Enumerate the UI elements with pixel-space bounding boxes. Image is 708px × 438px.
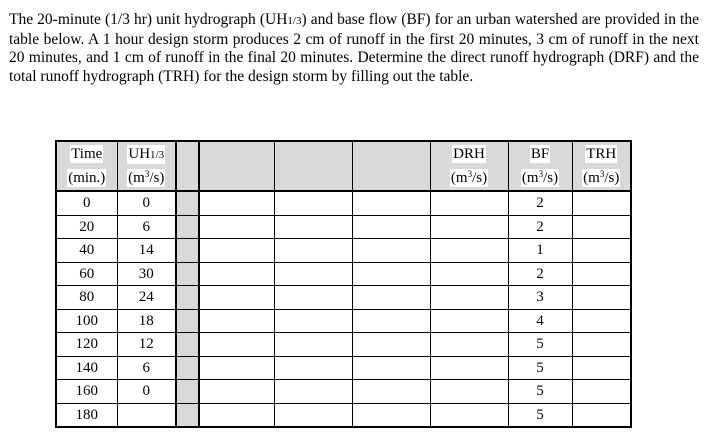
header-time-units-label: (min.) bbox=[68, 170, 106, 186]
cell-bf: 2 bbox=[508, 262, 572, 286]
cell-blank-3[interactable] bbox=[352, 380, 430, 404]
header-gap-column-units bbox=[176, 166, 199, 191]
cell-time: 20 bbox=[56, 215, 117, 239]
table-row bbox=[56, 286, 694, 310]
cell-blank-1[interactable] bbox=[199, 380, 274, 404]
header-time bbox=[56, 141, 117, 166]
cell-trh[interactable] bbox=[572, 403, 631, 427]
header-blank-units-3 bbox=[352, 166, 430, 191]
table-row bbox=[56, 262, 694, 286]
cell-blank-2[interactable] bbox=[274, 356, 352, 380]
table-row bbox=[56, 215, 694, 239]
header-blank-units-2 bbox=[274, 166, 352, 191]
cell-drh[interactable] bbox=[430, 309, 508, 333]
cell-blank-2[interactable] bbox=[274, 403, 352, 427]
header-drh-units bbox=[430, 166, 508, 191]
cell-gap bbox=[176, 403, 199, 427]
header-drh-label: DRH bbox=[453, 146, 485, 162]
uh-units-pre: (m bbox=[128, 170, 145, 186]
cell-trh[interactable] bbox=[572, 333, 631, 357]
cell-gap bbox=[176, 286, 199, 310]
hydrograph-table bbox=[55, 140, 695, 428]
cell-blank-2[interactable] bbox=[274, 215, 352, 239]
header-bf-label: BF bbox=[530, 146, 550, 162]
problem-statement bbox=[9, 11, 699, 86]
cell-drh[interactable] bbox=[430, 333, 508, 357]
cell-blank-3[interactable] bbox=[352, 403, 430, 427]
uh-units-sup: 3 bbox=[144, 169, 150, 179]
header-row-top bbox=[56, 141, 694, 166]
table-row bbox=[56, 239, 694, 263]
cell-time: 140 bbox=[56, 356, 117, 380]
cell-uh: 24 bbox=[117, 286, 176, 310]
cell-blank-1[interactable] bbox=[199, 286, 274, 310]
cell-uh: 6 bbox=[117, 215, 176, 239]
header-gap-column bbox=[176, 141, 199, 166]
cell-drh[interactable] bbox=[430, 403, 508, 427]
cell-uh: 18 bbox=[117, 309, 176, 333]
cell-bf: 5 bbox=[508, 356, 572, 380]
cell-uh: 6 bbox=[117, 356, 176, 380]
header-time-units bbox=[56, 166, 117, 191]
cell-time: 60 bbox=[56, 262, 117, 286]
cell-blank-2[interactable] bbox=[274, 380, 352, 404]
cell-trh[interactable] bbox=[572, 215, 631, 239]
cell-blank-3[interactable] bbox=[352, 262, 430, 286]
cell-bf: 3 bbox=[508, 286, 572, 310]
cell-trh[interactable] bbox=[572, 309, 631, 333]
cell-trh[interactable] bbox=[572, 286, 631, 310]
cell-gap bbox=[176, 356, 199, 380]
cell-gap bbox=[176, 215, 199, 239]
drh-units-post: /s) bbox=[472, 170, 488, 186]
cell-blank-1[interactable] bbox=[199, 403, 274, 427]
cell-blank-2[interactable] bbox=[274, 239, 352, 263]
table-row bbox=[56, 191, 694, 215]
header-trh-units-label bbox=[582, 169, 620, 187]
cell-time: 40 bbox=[56, 239, 117, 263]
trh-units-post: /s) bbox=[604, 170, 620, 186]
cell-bf: 2 bbox=[508, 191, 572, 215]
cell-blank-1[interactable] bbox=[199, 215, 274, 239]
table-row bbox=[56, 403, 694, 427]
drh-units-sup: 3 bbox=[467, 169, 473, 179]
cell-uh: 14 bbox=[117, 239, 176, 263]
cell-drh[interactable] bbox=[430, 380, 508, 404]
table-row bbox=[56, 356, 694, 380]
problem-text bbox=[9, 11, 699, 86]
cell-blank-1[interactable] bbox=[199, 239, 274, 263]
header-blank-2 bbox=[274, 141, 352, 166]
cell-gap bbox=[176, 191, 199, 215]
cell-blank-3[interactable] bbox=[352, 239, 430, 263]
cell-bf: 2 bbox=[508, 215, 572, 239]
cell-time: 120 bbox=[56, 333, 117, 357]
cell-blank-2[interactable] bbox=[274, 309, 352, 333]
header-uh bbox=[117, 141, 176, 166]
drh-units-pre: (m bbox=[450, 170, 468, 186]
cell-time: 180 bbox=[56, 403, 117, 427]
header-trh-units bbox=[572, 166, 631, 191]
cell-gap bbox=[176, 309, 199, 333]
uh-units-post: /s) bbox=[149, 170, 165, 186]
table-row bbox=[56, 309, 694, 333]
cell-uh: 0 bbox=[117, 380, 176, 404]
table-row bbox=[56, 380, 694, 404]
header-time-label: Time bbox=[71, 146, 103, 162]
trh-units-pre: (m bbox=[583, 170, 600, 186]
cell-trh[interactable] bbox=[572, 356, 631, 380]
cell-drh[interactable] bbox=[430, 191, 508, 215]
header-blank-3 bbox=[352, 141, 430, 166]
header-bf-units bbox=[508, 166, 572, 191]
bf-units-pre: (m bbox=[521, 170, 539, 186]
cell-blank-1[interactable] bbox=[199, 191, 274, 215]
header-trh bbox=[572, 141, 631, 166]
cell-drh[interactable] bbox=[430, 239, 508, 263]
header-blank-1 bbox=[199, 141, 274, 166]
cell-blank-2[interactable] bbox=[274, 286, 352, 310]
cell-gap bbox=[176, 333, 199, 357]
cell-bf: 1 bbox=[508, 239, 572, 263]
problem-text-part1: The 20-minute (1/3 hr) unit hydrograph (UH bbox=[9, 11, 288, 28]
bf-units-post: /s) bbox=[543, 170, 559, 186]
header-blank-units-1 bbox=[199, 166, 274, 191]
cell-uh bbox=[117, 403, 176, 427]
cell-uh: 0 bbox=[117, 191, 176, 215]
cell-bf: 5 bbox=[508, 403, 572, 427]
trh-units-sup: 3 bbox=[599, 169, 605, 179]
cell-bf: 4 bbox=[508, 309, 572, 333]
header-uh-text: UH bbox=[128, 146, 151, 162]
table-row bbox=[56, 333, 694, 357]
cell-uh: 12 bbox=[117, 333, 176, 357]
cell-blank-2[interactable] bbox=[274, 262, 352, 286]
header-uh-label bbox=[127, 145, 165, 164]
cell-uh: 30 bbox=[117, 262, 176, 286]
cell-time: 80 bbox=[56, 286, 117, 310]
cell-bf: 5 bbox=[508, 333, 572, 357]
cell-gap bbox=[176, 239, 199, 263]
cell-trh[interactable] bbox=[572, 262, 631, 286]
header-drh-units-label bbox=[450, 169, 488, 187]
cell-blank-2[interactable] bbox=[274, 333, 352, 357]
cell-blank-3[interactable] bbox=[352, 215, 430, 239]
cell-blank-3[interactable] bbox=[352, 309, 430, 333]
cell-drh[interactable] bbox=[430, 262, 508, 286]
cell-blank-2[interactable] bbox=[274, 191, 352, 215]
cell-time: 160 bbox=[56, 380, 117, 404]
header-uh-subscript: 1/3 bbox=[150, 149, 165, 161]
bf-units-sup: 3 bbox=[538, 169, 544, 179]
cell-blank-1[interactable] bbox=[199, 309, 274, 333]
cell-trh[interactable] bbox=[572, 191, 631, 215]
cell-time: 0 bbox=[56, 191, 117, 215]
header-drh bbox=[430, 141, 508, 166]
cell-blank-3[interactable] bbox=[352, 356, 430, 380]
cell-gap bbox=[176, 380, 199, 404]
cell-blank-3[interactable] bbox=[352, 286, 430, 310]
problem-text-subscript: 1/3 bbox=[287, 15, 302, 27]
problem-text-part2: ) and base flow (BF) for an urban watershed are provided in the table below. A 1 hour design storm produces 2 cm of runoff in the first 20 minutes, 3 cm of runoff in the next 20 minutes, and 1 cm of runoff in the final 20 minutes. Determine the direct runoff hydrograph (DRF) and the total runoff hydrograph (TRH) for the design storm by filling out the table. bbox=[9, 11, 699, 85]
cell-blank-1[interactable] bbox=[199, 356, 274, 380]
cell-drh[interactable] bbox=[430, 286, 508, 310]
header-uh-units bbox=[117, 166, 176, 191]
header-row-units bbox=[56, 166, 694, 191]
header-trh-label: TRH bbox=[586, 146, 617, 162]
header-bf bbox=[508, 141, 572, 166]
cell-trh[interactable] bbox=[572, 239, 631, 263]
cell-gap bbox=[176, 262, 199, 286]
header-bf-units-label bbox=[521, 169, 559, 187]
cell-blank-3[interactable] bbox=[352, 191, 430, 215]
cell-trh[interactable] bbox=[572, 380, 631, 404]
cell-blank-1[interactable] bbox=[199, 333, 274, 357]
cell-drh[interactable] bbox=[430, 356, 508, 380]
header-uh-units-label bbox=[127, 169, 165, 187]
cell-blank-3[interactable] bbox=[352, 333, 430, 357]
cell-time: 100 bbox=[56, 309, 117, 333]
cell-drh[interactable] bbox=[430, 215, 508, 239]
cell-blank-1[interactable] bbox=[199, 262, 274, 286]
cell-bf: 5 bbox=[508, 380, 572, 404]
